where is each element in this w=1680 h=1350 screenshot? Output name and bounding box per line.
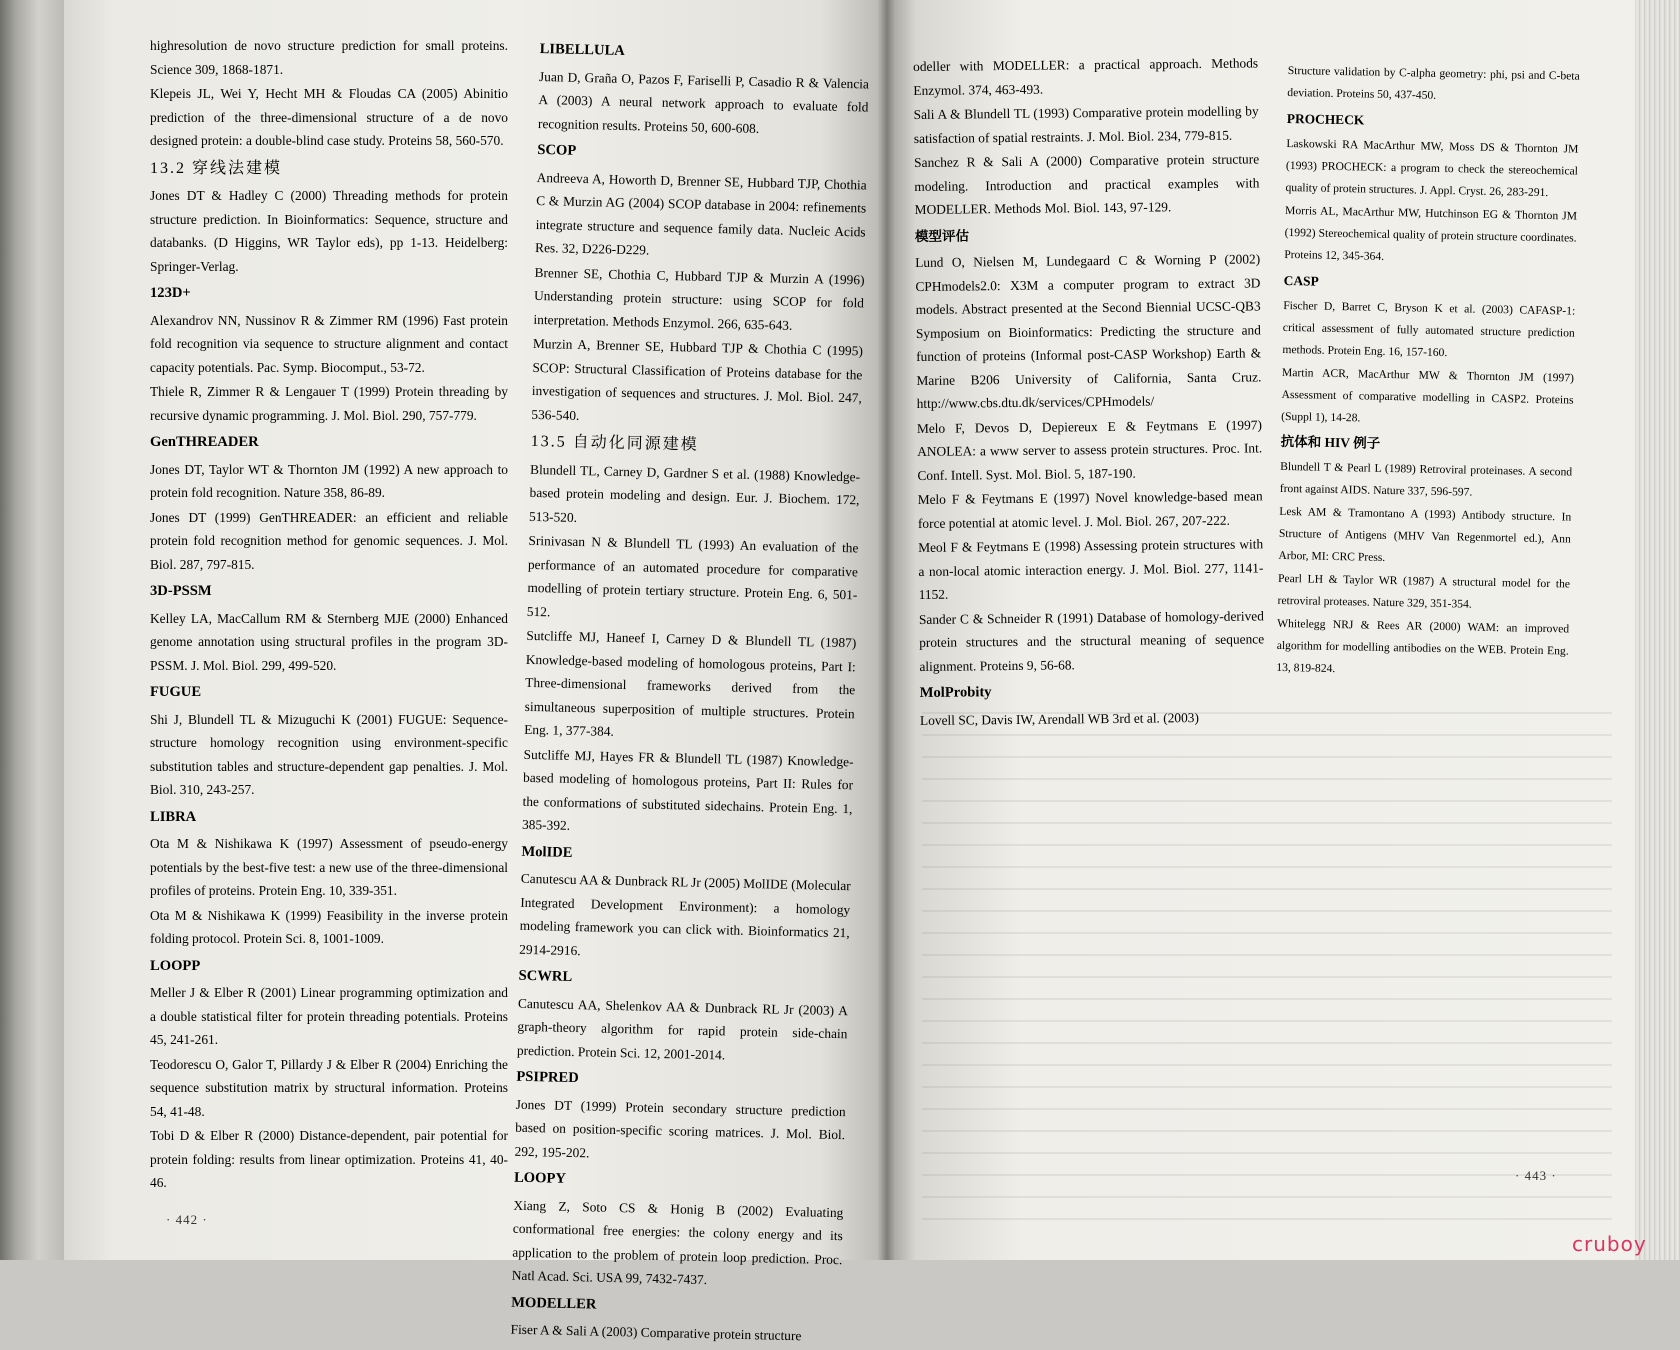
section-heading: SCOP: [537, 141, 577, 159]
reference-entry: Melo F & Feytmans E (1997) Novel knowledge-based mean force potential at atomic level. J. Mol. Biol. 267, 207-222.: [917, 488, 1263, 531]
reference-entry: odeller with MODELLER: a practical approach. Methods Enzymol. 374, 463-493.: [913, 55, 1259, 98]
watermark: cruboy: [1572, 1232, 1647, 1256]
section-heading: LIBRA: [150, 808, 197, 825]
reference-entry: Sutcliffe MJ, Haneef I, Carney D & Blundell TL (1987) Knowledge-based modeling of homologous proteins, Part I: Three-dimensional frameworks derived from the simultaneous superposition of multiple structures. Protein Eng. 1, 377-384.: [524, 627, 857, 739]
reference-entry: Thiele R, Zimmer R & Lengauer T (1999) Protein threading by recursive dynamic programming. J. Mol. Biol. 290, 757-779.: [150, 384, 508, 423]
subsection-heading: 抗体和 HIV 例子: [1280, 433, 1381, 451]
reference-entry: Blundell T & Pearl L (1989) Retroviral proteinases. A second front against AIDS. Nature 337, 596-597.: [1279, 459, 1573, 499]
section-heading: MODELLER: [511, 1294, 597, 1313]
section-heading: MolIDE: [521, 843, 573, 861]
book-right-edge: [1635, 0, 1680, 1260]
left-page-column-1: [150, 34, 508, 1196]
reference-entry: Teodorescu O, Galor T, Pillardy J & Elber R (2004) Enriching the sequence substitution matrix by structural information. Proteins 54, 41-48.: [150, 1056, 508, 1119]
reference-entry: Lesk AM & Tramontano A (1993) Antibody structure. In Structure of Antigens (MHV Van Regenmortel ed.), Ann Arbor, MI: CRC Press.: [1278, 504, 1572, 564]
left-page-column-2: [510, 34, 870, 1350]
reference-entry: Brenner SE, Chothia C, Hubbard TJP & Murzin A (1996) Understanding protein structure: using SCOP for fold interpretation. Methods Enzymol. 266, 635-643.: [533, 264, 865, 333]
section-heading: LOOPP: [150, 957, 201, 974]
reference-entry: Canutescu AA, Shelenkov AA & Dunbrack RL Jr (2003) A graph-theory algorithm for rapid protein side-chain prediction. Protein Sci. 12, 2001-2014.: [516, 995, 849, 1062]
reference-entry: highresolution de novo structure prediction for small proteins. Science 309, 1868-1871.: [150, 38, 508, 77]
page-number-right: · 443 ·: [1515, 1168, 1557, 1183]
section-heading: PROCHECK: [1286, 110, 1365, 128]
reference-entry: Juan D, Graña O, Pazos F, Fariselli P, Casadio R & Valencia A (2003) A neural network approach to evaluate fold recognition results. Proteins 50, 600-608.: [537, 68, 870, 136]
book-gutter: [878, 0, 896, 1260]
reference-entry: Alexandrov NN, Nussinov R & Zimmer RM (1996) Fast protein fold recognition via sequence to structure alignment and contact capacity potentials. Pac. Symp. Biocomput., 53-72.: [150, 312, 508, 375]
page-number-left: · 442 ·: [166, 1212, 208, 1227]
right-page-column-1: [913, 51, 1265, 733]
reference-entry: Pearl LH & Taylor WR (1987) A structural model for the retroviral proteases. Nature 329, 351-354.: [1277, 571, 1571, 611]
reference-entry: Martin ACR, MacArthur MW & Thornton JM (1997) Assessment of comparative modelling in CASP2. Proteins (Suppl 1), 14-28.: [1281, 365, 1575, 425]
reference-entry: Fiser A & Sali A (2003) Comparative protein structure: [510, 1321, 802, 1344]
reference-entry: Shi J, Blundell TL & Mizuguchi K (2001) FUGUE: Sequence-structure homology recognition using environment-specific substitution tables and structure-dependent gap penalties. J. Mol. Biol. 310, 243-257.: [150, 711, 508, 797]
reference-entry: Srinivasan N & Blundell TL (1993) An evaluation of the performance of an automated procedure for comparative modelling of protein tertiary structure. Protein Eng. 6, 501-512.: [526, 532, 859, 619]
reference-entry: Klepeis JL, Wei Y, Hecht MH & Floudas CA (2005) Abinitio prediction of the three-dimensional structure of a de novo designed protein: a double-blind case study. Proteins 58, 560-570.: [150, 86, 508, 148]
reference-entry: Jones DT & Hadley C (2000) Threading methods for protein structure prediction. In Bioinformatics: Sequence, structure and databanks. (D Higgins, WR Taylor eds), pp 1-13. Heidelberg: Springer-Verlag.: [150, 188, 508, 274]
section-heading: 3D-PSSM: [150, 583, 212, 599]
section-heading: PSIPRED: [516, 1068, 579, 1087]
reference-entry: Sander C & Schneider R (1991) Database of homology-derived protein structures and the structural meaning of sequence alignment. Proteins 9, 56-68.: [918, 607, 1265, 674]
chapter-section-heading: 13.5 自动化同源建模: [530, 432, 699, 454]
reference-entry: Sali A & Blundell TL (1993) Comparative protein modelling by satisfaction of spatial restraints. J. Mol. Biol. 234, 779-815.: [913, 103, 1259, 146]
reference-entry: Ota M & Nishikawa K (1999) Feasibility in the inverse protein folding protocol. Protein Sci. 8, 1001-1009.: [150, 907, 508, 946]
section-heading: GenTHREADER: [150, 434, 259, 450]
reference-entry: Laskowski RA MacArthur MW, Moss DS & Thornton JM (1993) PROCHECK: a program to check the stereochemical quality of protein structures. J. Appl. Cryst. 26, 283-291.: [1285, 136, 1579, 200]
section-heading: LIBELLULA: [539, 40, 625, 59]
reference-entry: Structure validation by C-alpha geometry: phi, psi and C-beta deviation. Proteins 50, 437-450.: [1287, 63, 1580, 102]
section-heading: FUGUE: [150, 684, 202, 700]
reference-entry: Tobi D & Elber R (2000) Distance-dependent, pair potential for protein folding: results from linear optimization. Proteins 41, 40-46.: [150, 1128, 508, 1190]
reference-entry: Sanchez R & Sali A (2000) Comparative protein structure modeling. Introduction and practical examples with MODELLER. Methods Mol. Biol. 143, 97-129.: [914, 151, 1260, 217]
reference-entry: Jones DT (1999) Protein secondary structure prediction based on position-specific scoring matrices. J. Mol. Biol. 292, 195-202.: [514, 1096, 846, 1160]
reference-entry: Murzin A, Brenner SE, Hubbard TJP & Chothia C (1995) SCOP: Structural Classification of Proteins database for the investigation of sequences and structures. J. Mol. Biol. 247, 536-540.: [531, 335, 864, 423]
subsection-heading: 模型评估: [914, 227, 969, 244]
chapter-section-heading: 13.2 穿线法建模: [150, 159, 283, 177]
section-heading: SCWRL: [518, 967, 573, 985]
reference-entry: Whitelegg NRJ & Rees AR (2000) WAM: an improved algorithm for modelling antibodies on the WEB. Protein Eng. 13, 819-824.: [1276, 616, 1570, 676]
section-heading: 123D+: [150, 285, 191, 301]
reference-entry: Andreeva A, Howorth D, Brenner SE, Hubbard TJP, Chothia C & Murzin AG (2004) SCOP database in 2004: refinements integrate structure and sequence family data. Nucleic Acids Res. 32, D226-D229.: [534, 169, 867, 258]
reference-entry: Jones DT, Taylor WT & Thornton JM (1992) A new approach to protein fold recognition. Nature 358, 86-89.: [150, 461, 508, 500]
reference-entry: Canutescu AA & Dunbrack RL Jr (2005) MolIDE (Molecular Integrated Development Environment): a homology modeling framework you can click with. Bioinformatics 21, 2914-2916.: [519, 870, 851, 958]
reference-entry: Kelley LA, MacCallum RM & Sternberg MJE (2000) Enhanced genome annotation using structural profiles in the program 3D-PSSM. J. Mol. Biol. 299, 499-520.: [150, 610, 508, 673]
show-through-figure: [919, 700, 1612, 1220]
reference-entry: Ota M & Nishikawa K (1997) Assessment of pseudo-energy potentials by the best-five test: a new use of the three-dimensional profiles of proteins. Protein Eng. 10, 339-351.: [150, 836, 508, 898]
reference-entry: Blundell TL, Carney D, Gardner S et al. (1988) Knowledge-based protein modeling and design. Eur. J. Biochem. 172, 513-520.: [528, 461, 861, 525]
right-page-column-2: [1276, 60, 1580, 685]
book-left-edge: [0, 0, 64, 1260]
reference-entry: Xiang Z, Soto CS & Honig B (2002) Evaluating conformational free energies: the colony energy and its application to the problem of protein loop prediction. Proc. Natl Acad. Sci. USA 99, 7432-7437.: [511, 1197, 844, 1288]
reference-entry: Lovell SC, Davis IW, Arendall WB 3rd et al. (2003): [919, 709, 1199, 728]
reference-entry: Melo F, Devos D, Depiereux E & Feytmans E (1997) ANOLEA: a www server to assess protein structures. Proc. Int. Conf. Intell. Syst. Mol. Biol. 5, 187-190.: [916, 416, 1263, 483]
reference-entry: Morris AL, MacArthur MW, Hutchinson EG & Thornton JM (1992) Stereochemical quality of protein structure coordinates. Proteins 12, 345-364.: [1284, 203, 1578, 263]
reference-entry: Lund O, Nielsen M, Lundegaard C & Worning P (2002) CPHmodels2.0: X3M a computer program to extract 3D models. Abstract presented at the Second Biennial UCSC-QB3 Symposium on Bioinformatics: Predicting the structure and function of proteins (Informal post-CASP Workshop) Earth & Marine B206 University of California, Santa Cruz. http://www.cbs.dtu.dk/services/CPHmodels/: [915, 251, 1262, 411]
reference-entry: Jones DT (1999) GenTHREADER: an efficient and reliable protein fold recognition method for genomic sequences. J. Mol. Biol. 287, 797-815.: [150, 509, 508, 572]
section-heading: CASP: [1283, 272, 1319, 289]
reference-entry: Meol F & Feytmans E (1998) Assessing protein structures with a non-local atomic interaction energy. J. Mol. Biol. 277, 1141-1152.: [918, 536, 1264, 602]
reference-entry: Sutcliffe MJ, Hayes FR & Blundell TL (1987) Knowledge-based modeling of homologous proteins, Part II: Rules for the conformations of substituted sidechains. Protein Eng. 1, 385-392.: [521, 746, 854, 833]
reference-entry: Fischer D, Barret C, Bryson K et al. (2003) CAFASP-1: critical assessment of fully automated structure prediction methods. Protein Eng. 16, 157-160.: [1282, 298, 1576, 360]
section-heading: MolProbity: [919, 684, 992, 701]
reference-entry: Meller J & Elber R (2001) Linear programming optimization and a double statistical filter for protein threading potentials. Proteins 45, 241-261.: [150, 985, 508, 1047]
section-heading: LOOPY: [513, 1169, 567, 1187]
